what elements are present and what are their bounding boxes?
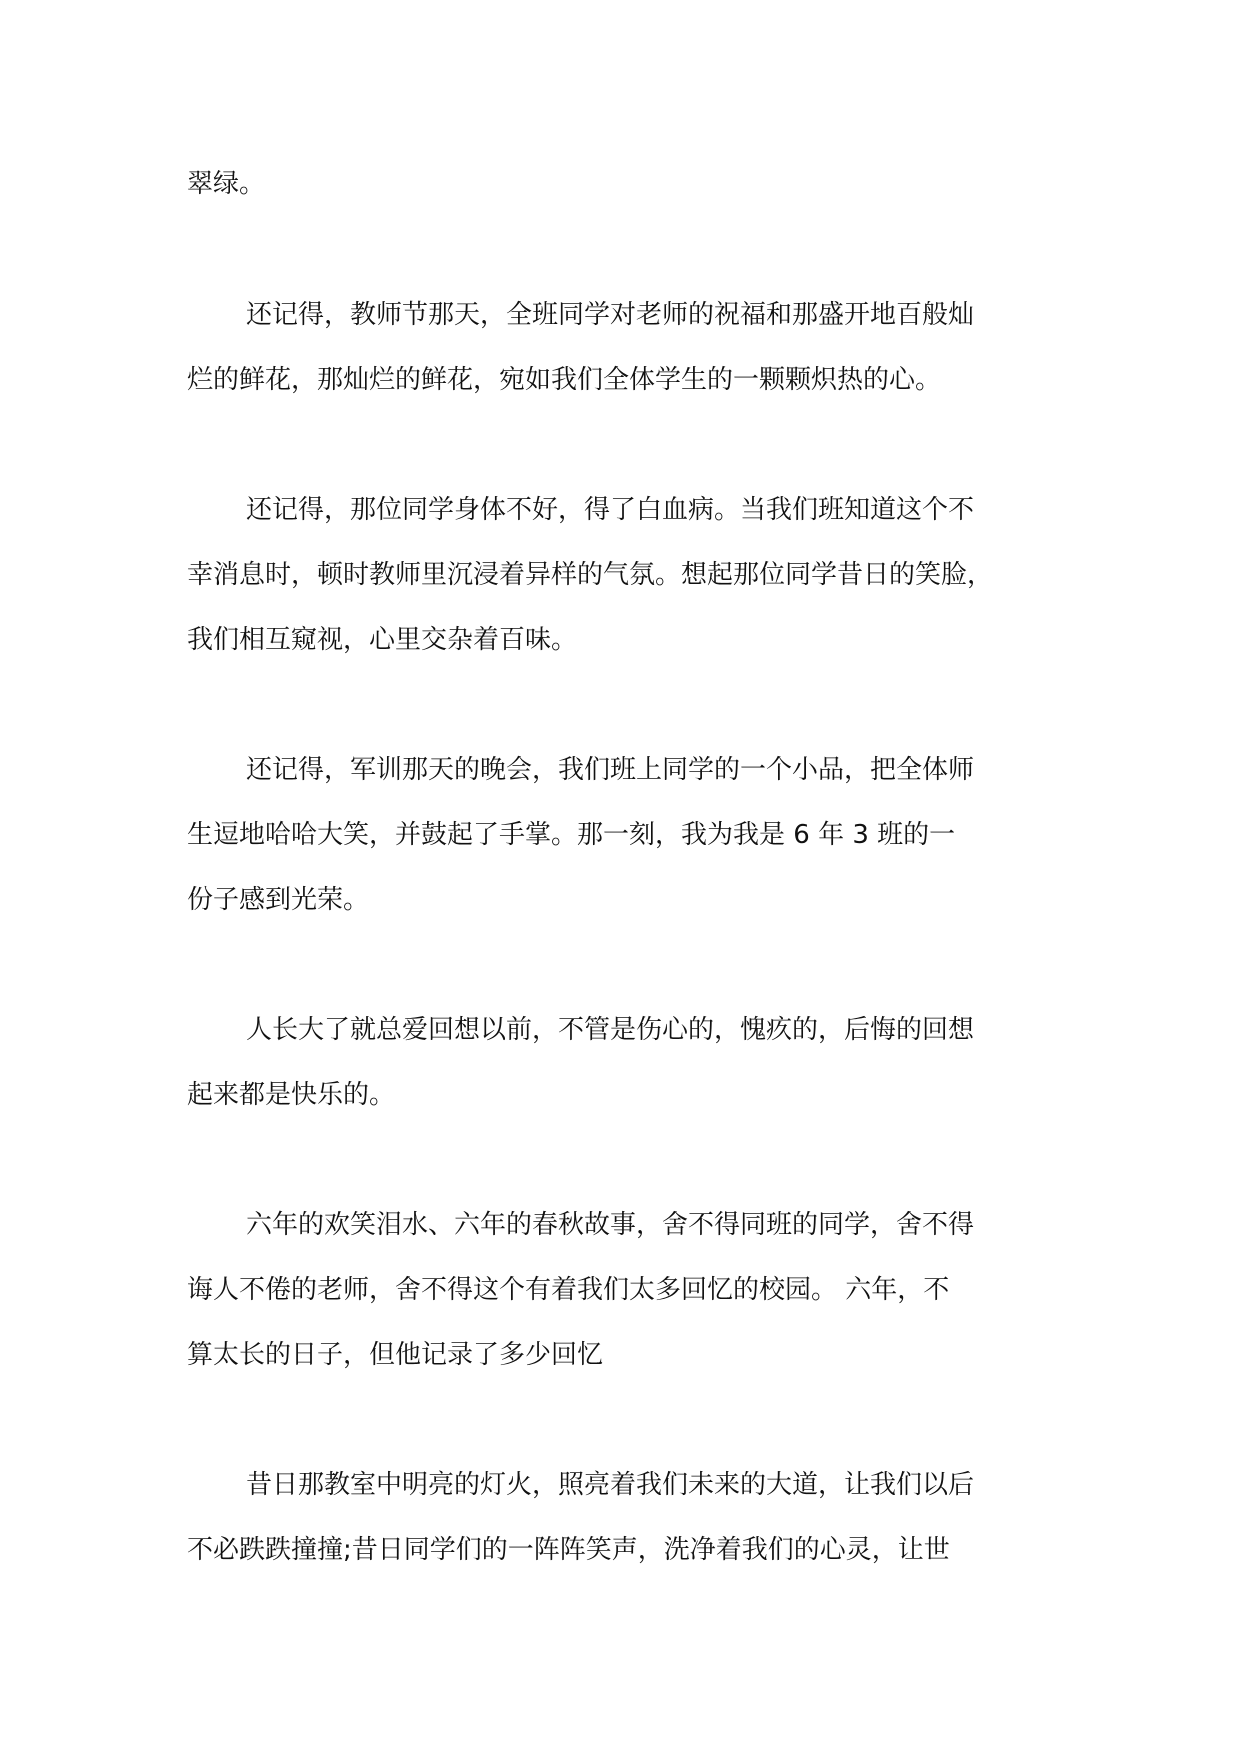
paragraph-line: 烂的鲜花，那灿烂的鲜花，宛如我们全体学生的一颗颗炽热的心。 (187, 365, 942, 395)
paragraph-line: 还记得，教师节那天，全班同学对老师的祝福和那盛开地百般灿 (246, 300, 975, 330)
paragraph-line: 还记得，军训那天的晚会，我们班上同学的一个小品，把全体师 (246, 755, 975, 785)
paragraph-line: 份子感到光荣。 (187, 885, 370, 915)
paragraph-line: 昔日那教室中明亮的灯火，照亮着我们未来的大道，让我们以后 (246, 1470, 975, 1500)
paragraph-line: 幸消息时，顿时教师里沉浸着异样的气氛。想起那位同学昔日的笑脸， (187, 560, 994, 590)
paragraph-line: 六年的欢笑泪水、六年的春秋故事，舍不得同班的同学，舍不得 (246, 1210, 975, 1240)
paragraph-line: 算太长的日子，但他记录了多少回忆 (187, 1340, 604, 1370)
paragraph-line: 还记得，那位同学身体不好，得了白血病。当我们班知道这个不 (246, 495, 975, 525)
paragraph-line: 起来都是快乐的。 (187, 1080, 396, 1110)
paragraph-line: 我们相互窥视，心里交杂着百味。 (187, 625, 578, 655)
paragraph-line: 诲人不倦的老师，舍不得这个有着我们太多回忆的校园。 六年，不 (187, 1275, 950, 1305)
paragraph-line: 不必跌跌撞撞;昔日同学们的一阵阵笑声，洗净着我们的心灵，让世 (187, 1535, 950, 1565)
paragraph-line: 生逗地哈哈大笑，并鼓起了手掌。那一刻，我为我是 6 年 3 班的一 (187, 820, 956, 850)
paragraph-line: 人长大了就总爱回想以前，不管是伤心的，愧疚的，后悔的回想 (246, 1015, 975, 1045)
paragraph-line: 翠绿。 (187, 169, 266, 199)
